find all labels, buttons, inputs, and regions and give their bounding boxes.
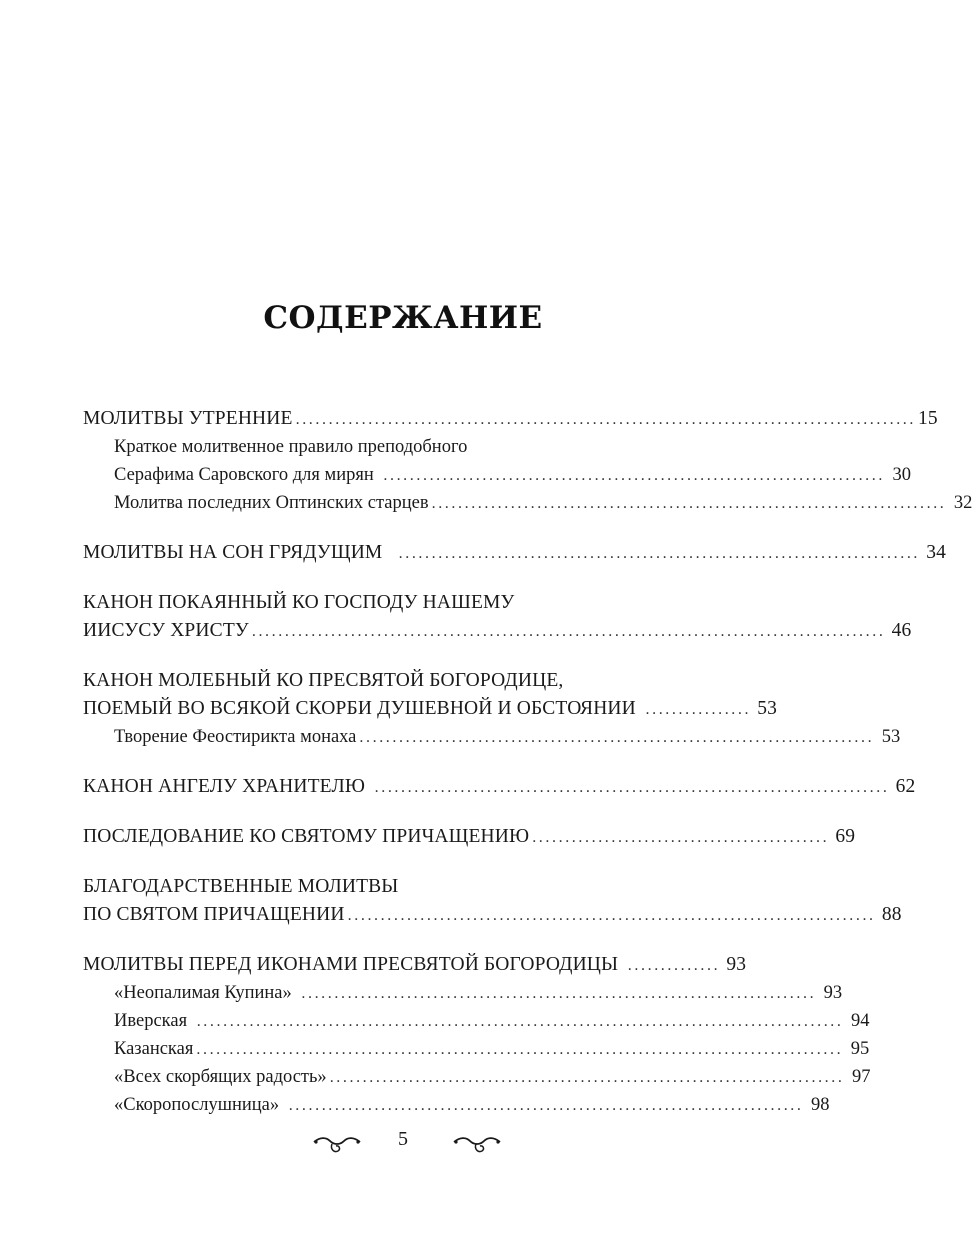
toc-page-number: 32 [953,493,972,513]
page-footer [0,1124,806,1158]
toc-page-number: 30 [892,465,911,485]
page-title: СОДЕРЖАНИЕ [263,300,543,336]
toc-page-number: 95 [850,1039,870,1059]
toc-page-number: 88 [881,904,902,925]
toc-page-number: 69 [835,826,856,847]
toc-entry-thanksgiving-prayers[interactable] [83,873,720,901]
toc-entry-guardian-angel-canon[interactable] [83,773,916,801]
toc-entry-title: КАНОН ПОКАЯННЫЙ КО ГОСПОДУ НАШЕМУ [83,592,515,613]
toc-entry-icon-prayers[interactable] [83,951,747,979]
dot-leader: ................................................................................ [347,907,876,924]
toc-entry-title: Казанская [114,1039,194,1059]
toc-page-number: 34 [926,542,947,563]
toc-entry-title: БЛАГОДАРСТВЕННЫЕ МОЛИТВЫ [83,876,399,897]
toc-entry-title: МОЛИТВЫ ПЕРЕД ИКОНАМИ ПРЕСВЯТОЙ БОГОРОДИЦЫ [83,954,619,975]
toc-subentry-joy-of-all-who-sorrow[interactable] [83,1063,871,1091]
dot-leader: ................................................................................................ [251,623,886,640]
toc-entry-supplicatory-canon[interactable] [83,667,720,695]
toc-entry-evening-prayers[interactable] [83,539,947,567]
dot-leader: .................................................................................................. [190,1013,844,1030]
toc-entry-title: «Скоропослушница» [114,1095,280,1115]
flourish-ornament-icon [312,1133,362,1155]
dot-leader: .............................................................................. [368,779,890,796]
toc-entry-title: Краткое молитвенное правило преподобного [114,437,468,457]
toc-entry-title: КАНОН МОЛЕБНЫЙ КО ПРЕСВЯТОЙ БОГОРОДИЦЕ, [83,670,564,691]
toc-page-number: 53 [757,698,778,719]
toc-subentry-seraphim-rule[interactable] [83,433,720,461]
toc-subentry-kazanskaya[interactable] [83,1035,870,1063]
toc-entry-title: ПО СВЯТОМ ПРИЧАЩЕНИИ [83,904,345,925]
dot-leader: .............................................................................. [329,1069,845,1086]
dot-leader: .............................................................................. [359,729,875,746]
table-of-contents [83,405,972,1119]
toc-page-number: 46 [891,620,912,641]
dot-leader: ............................................................................... [385,545,921,562]
toc-entry-thanksgiving-prayers-cont[interactable] [83,901,902,929]
toc-page-number: 94 [851,1011,870,1031]
toc-entry-title: МОЛИТВЫ УТРЕННИЕ [83,408,293,429]
dot-leader: .................................................................................................. [196,1041,844,1058]
flourish-ornament-icon [452,1133,502,1155]
toc-subentry-seraphim-rule-cont[interactable] [83,461,911,489]
toc-entry-title: Серафима Саровского для мирян [114,465,374,485]
toc-entry-title: Иверская [114,1011,188,1031]
dot-leader: .............................................................................. [294,985,817,1002]
toc-page-number: 62 [895,776,916,797]
toc-entry-morning-prayers[interactable] [83,405,938,433]
toc-entry-title: ПОСЛЕДОВАНИЕ КО СВЯТОМУ ПРИЧАЩЕНИЮ [83,826,530,847]
dot-leader: .............. [621,957,721,974]
dot-leader: .............................................................................. [431,495,947,512]
toc-entry-title: Творение Феостирикта монаха [114,727,357,747]
dot-leader: .............................................................................................. [295,411,916,428]
toc-page-number: 97 [852,1067,871,1087]
toc-page-number: 93 [726,954,747,975]
toc-entry-title: ИИСУСУ ХРИСТУ [83,620,249,641]
toc-subentry-burning-bush[interactable] [83,979,843,1007]
page-number: 5 [398,1128,408,1150]
dot-leader: ............................................................................ [376,467,885,484]
toc-entry-title: ПОЕМЫЙ ВО ВСЯКОЙ СКОРБИ ДУШЕВНОЙ И ОБСТОЯНИИ [83,698,636,719]
toc-page-number: 53 [881,727,901,747]
toc-entry-penitential-canon-cont[interactable] [83,617,912,645]
toc-entry-title: «Всех скорбящих радость» [114,1067,327,1087]
toc-subentry-optina-elders[interactable] [83,489,972,517]
toc-entry-communion-rule[interactable] [83,823,856,851]
toc-entry-supplicatory-canon-cont[interactable] [83,695,778,723]
dot-leader: .............................................................................. [282,1097,804,1114]
toc-page-number: 15 [918,408,938,429]
toc-subentry-quick-to-hearken[interactable] [83,1091,830,1119]
dot-leader: ................ [638,701,752,718]
dot-leader: ............................................. [532,829,830,846]
toc-entry-title: Молитва последних Оптинских старцев [114,493,429,513]
toc-entry-title: КАНОН АНГЕЛУ ХРАНИТЕЛЮ [83,776,366,797]
toc-subentry-theostiriktos[interactable] [83,723,901,751]
toc-entry-penitential-canon[interactable] [83,589,720,617]
toc-page-number: 93 [823,983,843,1003]
toc-entry-title: МОЛИТВЫ НА СОН ГРЯДУЩИМ [83,542,383,563]
toc-entry-title: «Неопалимая Купина» [114,983,292,1003]
toc-page-number: 98 [811,1095,830,1115]
toc-subentry-iverskaya[interactable] [83,1007,870,1035]
